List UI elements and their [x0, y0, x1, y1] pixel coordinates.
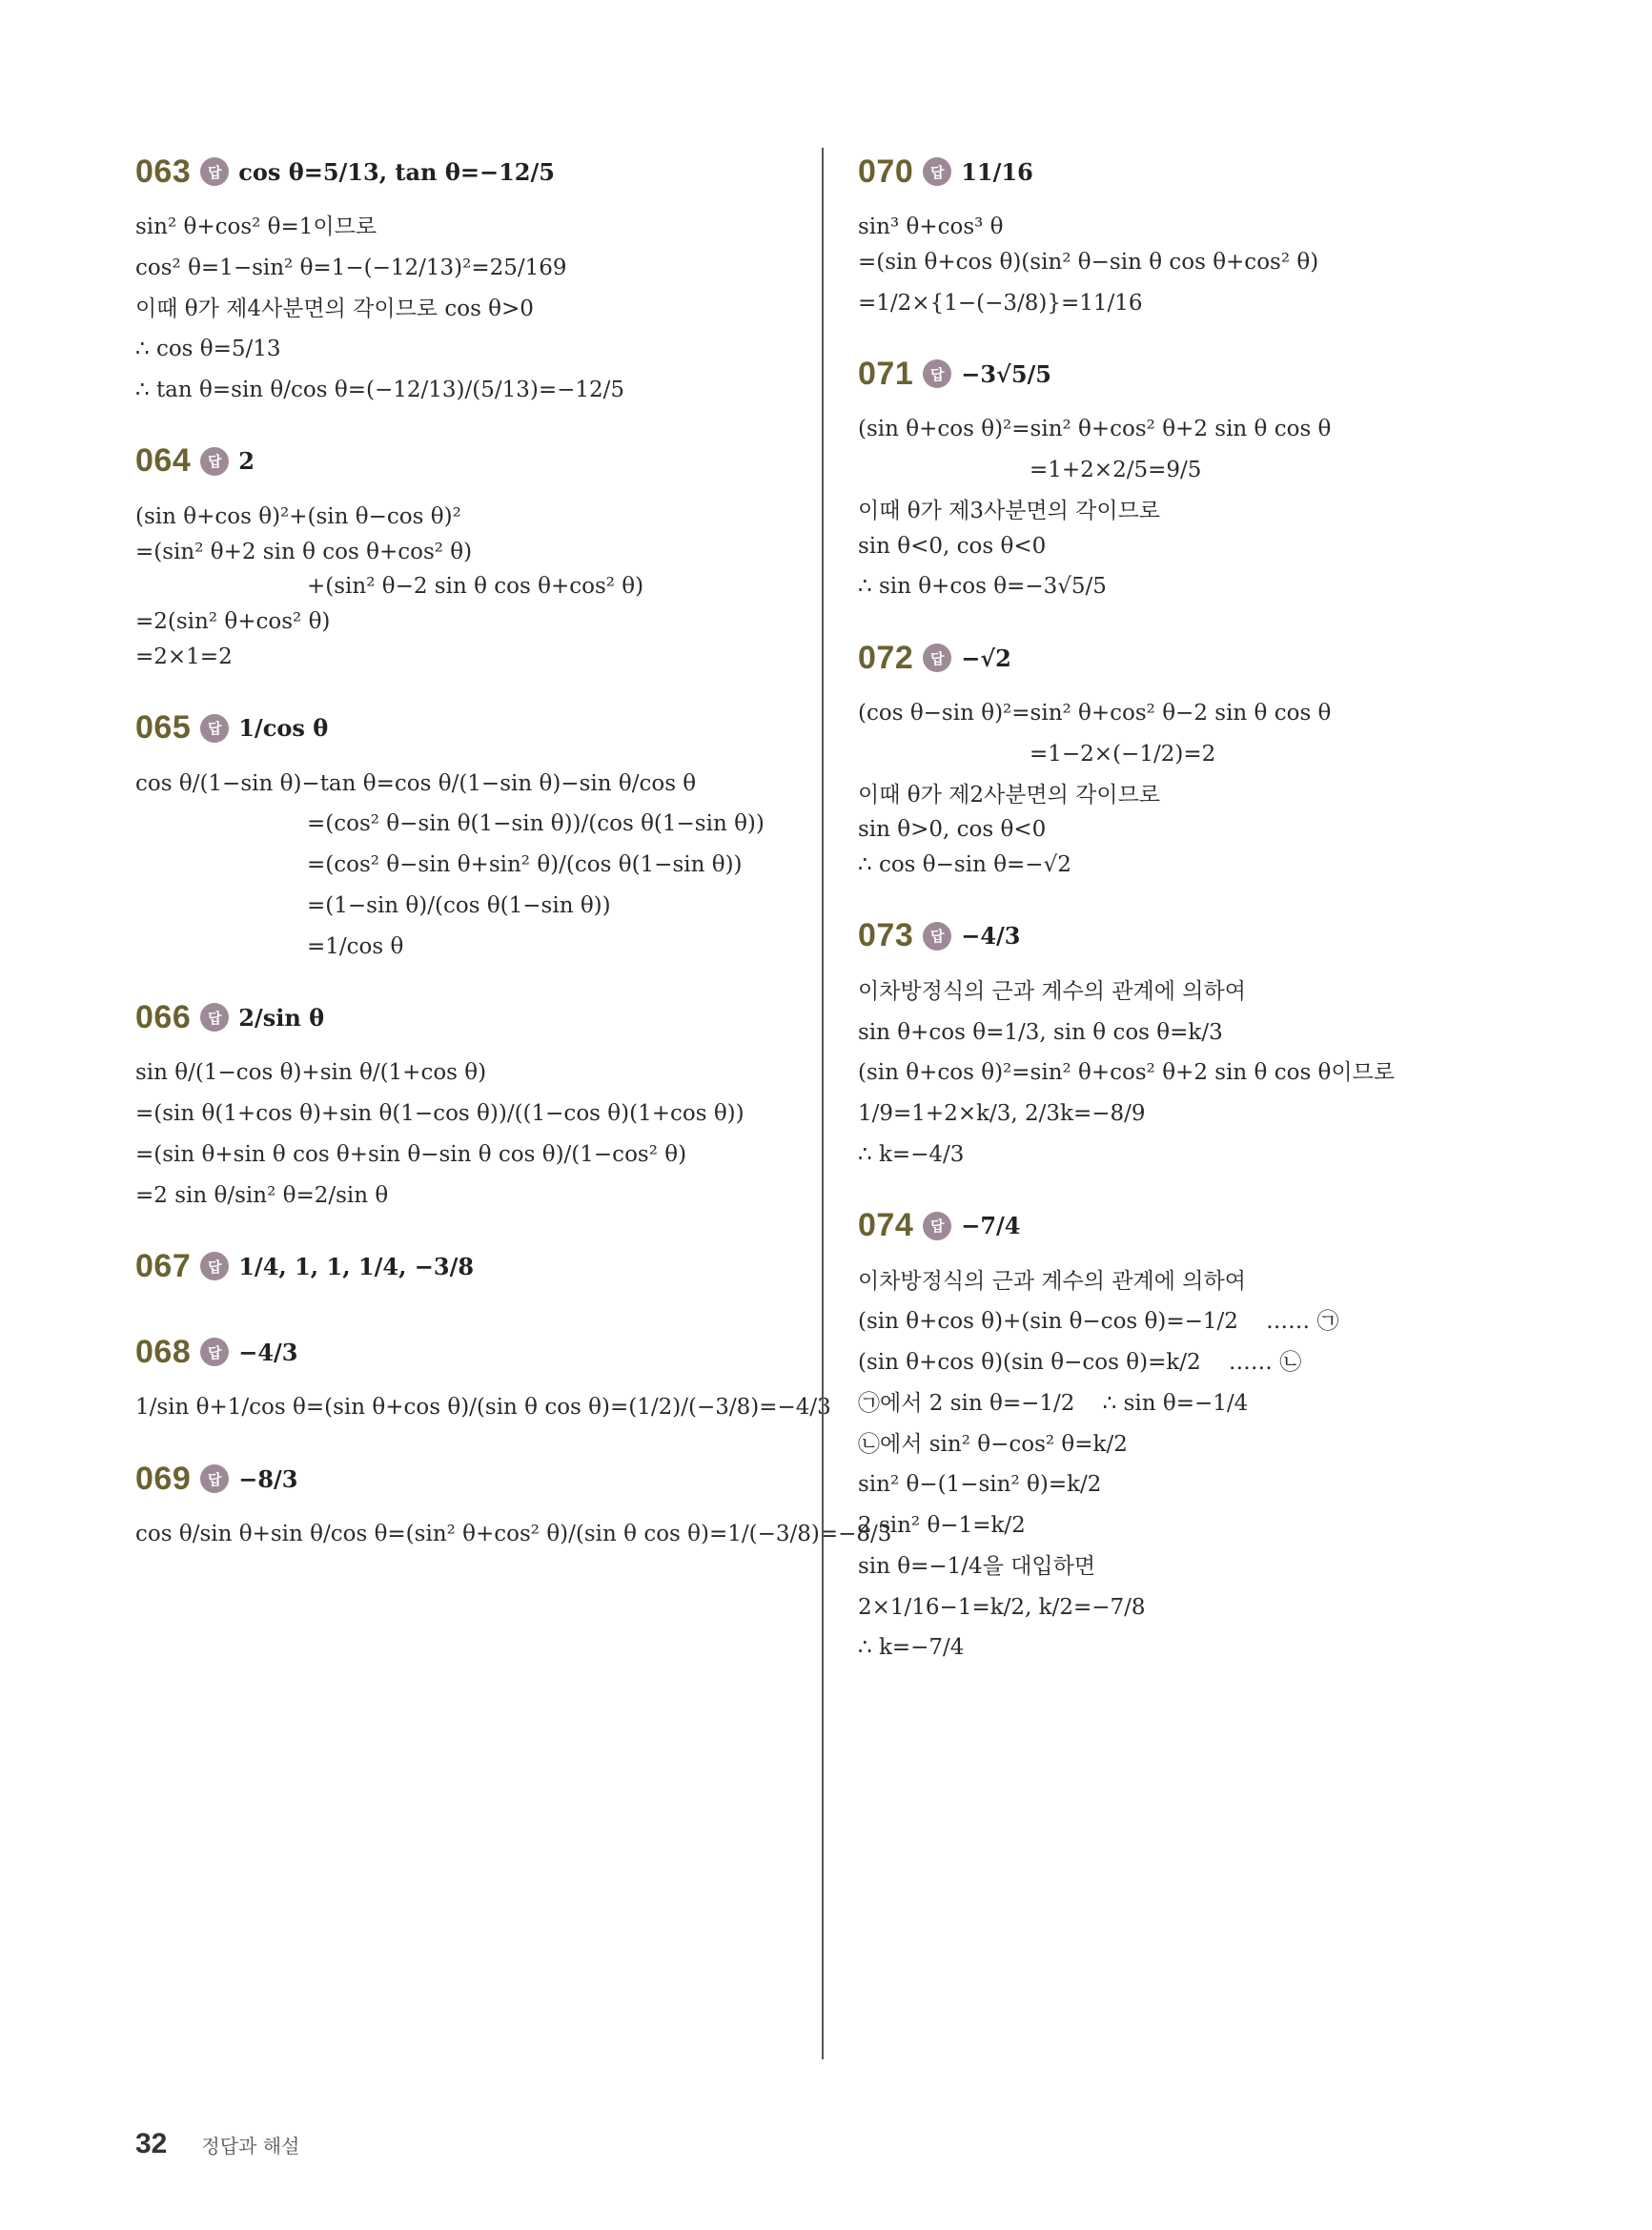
answer-text: cos θ=5/13, tan θ=−12/5 — [238, 157, 555, 186]
answer-badge: 답 — [923, 922, 951, 951]
answer-text: −3√5/5 — [961, 359, 1051, 388]
problem-069 — [135, 1450, 892, 1548]
problem-header — [135, 700, 803, 757]
problem-071 — [858, 345, 1544, 601]
solution-line: =2(sin² θ+cos² θ) — [135, 609, 331, 634]
solution-line: =1−2×(−1/2)=2 — [1030, 741, 1216, 767]
problem-header — [135, 1238, 803, 1295]
answer-badge: 답 — [200, 157, 229, 186]
problem-header — [135, 1450, 803, 1507]
solution-line: =(cos² θ−sin θ(1−sin θ))/(cos θ(1−sin θ)) — [307, 811, 765, 837]
answer-text: 1/4, 1, 1, 1/4, −3/8 — [238, 1252, 475, 1280]
solution-line: ∴ cos θ=5/13 — [135, 337, 281, 362]
answer-badge: 답 — [923, 1212, 951, 1240]
solution-line: ∴ k=−4/3 — [858, 1141, 965, 1167]
answer-badge: 답 — [200, 1252, 229, 1280]
answer-text: 2 — [238, 447, 255, 476]
problem-number: 065 — [135, 709, 192, 746]
problem-header — [858, 908, 1544, 965]
solution-line: 1/9=1+2×k/3, 2/3k=−8/9 — [858, 1101, 1146, 1126]
column-divider — [822, 148, 824, 2059]
problem-064 — [135, 433, 803, 671]
solution-line: 이차방정식의 근과 계수의 관계에 의하여 — [858, 978, 1246, 1004]
answer-text: 11/16 — [961, 157, 1033, 186]
answer-text: −4/3 — [961, 922, 1021, 951]
solution-line: 이때 θ가 제3사분면의 각이므로 — [858, 498, 1161, 523]
solution-line: ∴ cos θ−sin θ=−√2 — [858, 852, 1071, 877]
solution-line: =2×1=2 — [135, 644, 233, 669]
solution-line: sin² θ−(1−sin² θ)=k/2 — [858, 1472, 1102, 1498]
solution-line: sin θ>0, cos θ<0 — [858, 817, 1047, 843]
answer-badge: 답 — [200, 1464, 229, 1493]
solution-line: cos θ/sin θ+sin θ/cos θ=(sin² θ+cos² θ)/(sin θ cos θ)=1/(−3/8)=−8/3 — [135, 1522, 892, 1546]
problem-number: 066 — [135, 998, 192, 1035]
problem-header — [858, 345, 1544, 402]
solution-line: (sin θ+cos θ)²=sin² θ+cos² θ+2 sin θ cos θ이므로 — [858, 1060, 1396, 1086]
solution-line: sin³ θ+cos³ θ — [858, 215, 1004, 239]
answer-badge: 답 — [200, 714, 229, 743]
answer-text: −8/3 — [238, 1464, 298, 1493]
problem-header — [858, 629, 1544, 686]
solution-line: (sin θ+cos θ)+(sin θ−cos θ)=−1/2 …… ㉠ — [858, 1309, 1339, 1335]
solution-line: 이때 θ가 제4사분면의 각이므로 cos θ>0 — [135, 296, 534, 321]
solution-line: ∴ sin θ+cos θ=−3√5/5 — [858, 574, 1107, 600]
solution-line: =1+2×2/5=9/5 — [1030, 458, 1202, 482]
solution-line: ∴ k=−7/4 — [858, 1635, 965, 1661]
answer-text: −7/4 — [961, 1212, 1021, 1239]
solution-line: 2 sin² θ−1=k/2 — [858, 1513, 1026, 1538]
solution-line: ∴ tan θ=sin θ/cos θ=(−12/13)/(5/13)=−12/5 — [135, 378, 625, 402]
solution-line: cos θ/(1−sin θ)−tan θ=cos θ/(1−sin θ)−sin θ/cos θ — [135, 770, 697, 796]
section-label: 정답과 해설 — [201, 2135, 300, 2158]
problem-number: 069 — [135, 1460, 192, 1497]
problem-number: 070 — [858, 153, 914, 190]
solution-line: sin θ=−1/4을 대입하면 — [858, 1553, 1096, 1579]
solution-line: sin θ/(1−cos θ)+sin θ/(1+cos θ) — [135, 1060, 487, 1086]
solution-line: +(sin² θ−2 sin θ cos θ+cos² θ) — [307, 574, 644, 600]
solution-line: (sin θ+cos θ)(sin θ−cos θ)=k/2 …… ㉡ — [858, 1350, 1302, 1375]
solution-line: 1/sin θ+1/cos θ=(sin θ+cos θ)/(sin θ cos θ)=(1/2)/(−3/8)=−4/3 — [135, 1395, 831, 1421]
problem-header — [135, 989, 803, 1046]
solution-line: =2 sin θ/sin² θ=2/sin θ — [135, 1182, 389, 1208]
problem-068 — [135, 1323, 831, 1422]
solution-line: sin θ<0, cos θ<0 — [858, 533, 1047, 559]
problem-number: 064 — [135, 442, 192, 480]
problem-number: 068 — [135, 1333, 192, 1370]
problem-063 — [135, 143, 803, 404]
solution-line: (sin θ+cos θ)²+(sin θ−cos θ)² — [135, 503, 461, 529]
problem-070 — [858, 143, 1544, 317]
answer-badge: 답 — [200, 1003, 229, 1032]
solution-line: =(1−sin θ)/(cos θ(1−sin θ)) — [307, 892, 611, 918]
answer-badge: 답 — [923, 157, 951, 186]
problem-067 — [135, 1238, 803, 1295]
page-footer — [135, 2128, 299, 2160]
solution-line: =1/2×{1−(−3/8)}=11/16 — [858, 290, 1143, 316]
problem-header — [858, 143, 1544, 200]
solution-line: =(sin θ+sin θ cos θ+sin θ−sin θ cos θ)/(1−cos² θ) — [135, 1141, 687, 1167]
solution-line: ㉠에서 2 sin θ=−1/2 ∴ sin θ=−1/4 — [858, 1390, 1249, 1416]
answer-badge: 답 — [200, 1338, 229, 1366]
problem-header — [135, 1323, 803, 1381]
solution-line: cos² θ=1−sin² θ=1−(−12/13)²=25/169 — [135, 255, 567, 280]
problem-number: 072 — [858, 639, 914, 676]
problem-065 — [135, 700, 803, 961]
problem-number: 063 — [135, 153, 192, 190]
problem-header — [135, 433, 803, 490]
solution-line: =(cos² θ−sin θ+sin² θ)/(cos θ(1−sin θ)) — [307, 852, 743, 877]
problem-header — [858, 1197, 1544, 1255]
problem-073 — [858, 908, 1544, 1169]
solution-line: (sin θ+cos θ)²=sin² θ+cos² θ+2 sin θ cos θ — [858, 417, 1332, 442]
solution-line: ㉡에서 sin² θ−cos² θ=k/2 — [858, 1431, 1128, 1457]
answer-text: 2/sin θ — [238, 1003, 325, 1032]
solution-line: 이차방정식의 근과 계수의 관계에 의하여 — [858, 1268, 1246, 1294]
right-column — [858, 143, 1544, 1690]
answer-badge: 답 — [923, 359, 951, 388]
answer-text: −4/3 — [238, 1338, 298, 1366]
answer-text: 1/cos θ — [238, 714, 329, 742]
solution-line: =1/cos θ — [307, 933, 404, 959]
solution-line: =(sin² θ+2 sin θ cos θ+cos² θ) — [135, 539, 473, 564]
answer-badge: 답 — [200, 447, 229, 476]
problem-074 — [858, 1197, 1544, 1663]
solution-line: (cos θ−sin θ)²=sin² θ+cos² θ−2 sin θ cos θ — [858, 701, 1332, 726]
problem-number: 067 — [135, 1247, 192, 1284]
problem-072 — [858, 629, 1544, 879]
solution-line: 2×1/16−1=k/2, k/2=−7/8 — [858, 1594, 1146, 1620]
solution-line: sin θ+cos θ=1/3, sin θ cos θ=k/3 — [858, 1019, 1223, 1045]
answer-badge: 답 — [923, 644, 951, 672]
answer-text: −√2 — [961, 644, 1011, 672]
problem-number: 071 — [858, 355, 914, 392]
solution-line: =(sin θ(1+cos θ)+sin θ(1−cos θ))/((1−cos θ)(1+cos θ)) — [135, 1101, 744, 1126]
problem-number: 074 — [858, 1207, 914, 1243]
problem-number: 073 — [858, 917, 914, 954]
solution-line: sin² θ+cos² θ=1이므로 — [135, 215, 377, 239]
solution-line: =(sin θ+cos θ)(sin² θ−sin θ cos θ+cos² θ) — [858, 249, 1319, 275]
solution-line: 이때 θ가 제2사분면의 각이므로 — [858, 782, 1161, 808]
page-number: 32 — [135, 2128, 168, 2159]
problem-066 — [135, 989, 803, 1209]
problem-header — [135, 143, 803, 200]
